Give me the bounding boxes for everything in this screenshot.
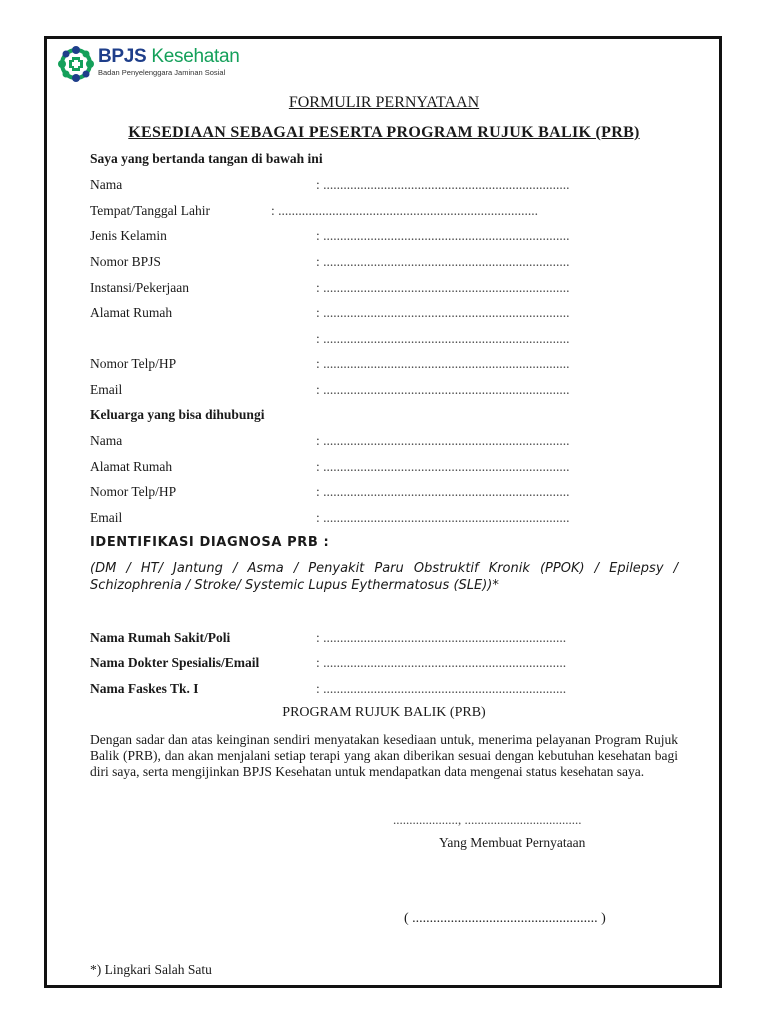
prb-heading: PROGRAM RUJUK BALIK (PRB) [282,705,486,720]
field-nama[interactable] [90,176,678,194]
field-label: Instansi/Pekerjaan [90,280,189,295]
fill-line: : ........................................................................ [316,681,567,696]
field-tempat-tanggal-lahir[interactable] [90,202,678,220]
fill-line: : ......................................................................... [316,433,570,448]
signature-label: Yang Membuat Pernyataan [439,835,586,850]
family-field-alamat[interactable] [90,458,678,476]
fill-line: : ......................................................................... [316,228,570,243]
signature-name-line[interactable]: ( ..................................................... ) [404,911,606,926]
fill-line: : ........................................................................ [316,630,567,645]
field-nomor-bpjs[interactable] [90,253,678,271]
fill-line: : ......................................................................... [316,254,570,269]
field-faskes[interactable] [90,680,678,698]
footnote: *) Lingkari Salah Satu [90,962,212,977]
logo-name-kesehatan: Kesehatan [146,46,240,67]
field-label: Alamat Rumah [90,305,173,320]
diagnosis-heading: IDENTIFIKASI DIAGNOSA PRB : [90,535,330,550]
field-label: Alamat Rumah [90,459,173,474]
field-label: Jenis Kelamin [90,228,167,243]
field-label: Nomor Telp/HP [90,484,177,499]
family-field-telp[interactable] [90,483,678,501]
field-alamat-rumah-line2[interactable] [90,330,678,348]
field-label: Nama [90,177,123,192]
fill-line: : ............................................................................. [271,203,539,218]
form-subtitle: KESEDIAAN SEBAGAI PESERTA PROGRAM RUJUK BALIK (PRB) [128,124,640,141]
field-label: Nomor Telp/HP [90,356,177,371]
fill-line: : ......................................................................... [316,177,570,192]
logo-subtitle: Badan Penyelenggara Jaminan Sosial [98,68,226,77]
fill-line: : ......................................................................... [316,331,570,346]
fill-line: : ........................................................................ [316,655,567,670]
field-dokter-spesialis[interactable] [90,654,678,672]
field-jenis-kelamin[interactable] [90,227,678,245]
logo-wordmark [98,47,240,77]
field-label: Tempat/Tanggal Lahir [90,203,210,218]
fill-line: : ......................................................................... [316,356,570,371]
family-field-nama[interactable] [90,432,678,450]
prb-statement: Dengan sadar dan atas keinginan sendiri menyatakan kesediaan untuk, menerima pelayanan Program Rujuk Balik (PRB), dan akan menjalani setiap terapi yang akan diberikan sesuai dengan kebutuhan kesehatan bagi diri saya, serta mengijinkan BPJS Kesehatan untuk mendapatkan data mengenai status kesehatan saya. [90,732,678,779]
field-rumah-sakit[interactable] [90,629,678,647]
fill-line: : ......................................................................... [316,510,570,525]
bpjs-logo-icon [56,44,96,84]
family-heading: Keluarga yang bisa dihubungi [90,407,265,422]
family-field-email[interactable] [90,509,678,527]
field-label: Nama [90,433,123,448]
field-label: Nama Rumah Sakit/Poli [90,630,231,645]
place-date-line[interactable]: ...................., .................................... [393,812,582,827]
logo-name-bpjs: BPJS [98,46,147,67]
fill-line: : ......................................................................... [316,484,570,499]
field-email[interactable] [90,381,678,399]
field-label: Nomor BPJS [90,254,161,269]
field-instansi-pekerjaan[interactable] [90,279,678,297]
fill-line: : ......................................................................... [316,305,570,320]
fill-line: : ......................................................................... [316,459,570,474]
field-nomor-telp[interactable] [90,355,678,373]
diagnosis-options[interactable]: (DM / HT/ Jantung / Asma / Penyakit Paru Obstruktif Kronik (PPOK) / Epilepsy / Schizophrenia / Stroke/ Systemic Lupus Eythermatosus (SLE))* [90,561,678,593]
field-alamat-rumah[interactable] [90,304,678,322]
field-label: Nama Faskes Tk. I [90,681,199,696]
fill-line: : ......................................................................... [316,382,570,397]
field-label: Email [90,382,123,397]
field-label: Nama Dokter Spesialis/Email [90,655,260,670]
form-title: FORMULIR PERNYATAAN [288,94,480,111]
fill-line: : ......................................................................... [316,280,570,295]
field-label: Email [90,510,123,525]
participant-heading: Saya yang bertanda tangan di bawah ini [90,151,323,166]
